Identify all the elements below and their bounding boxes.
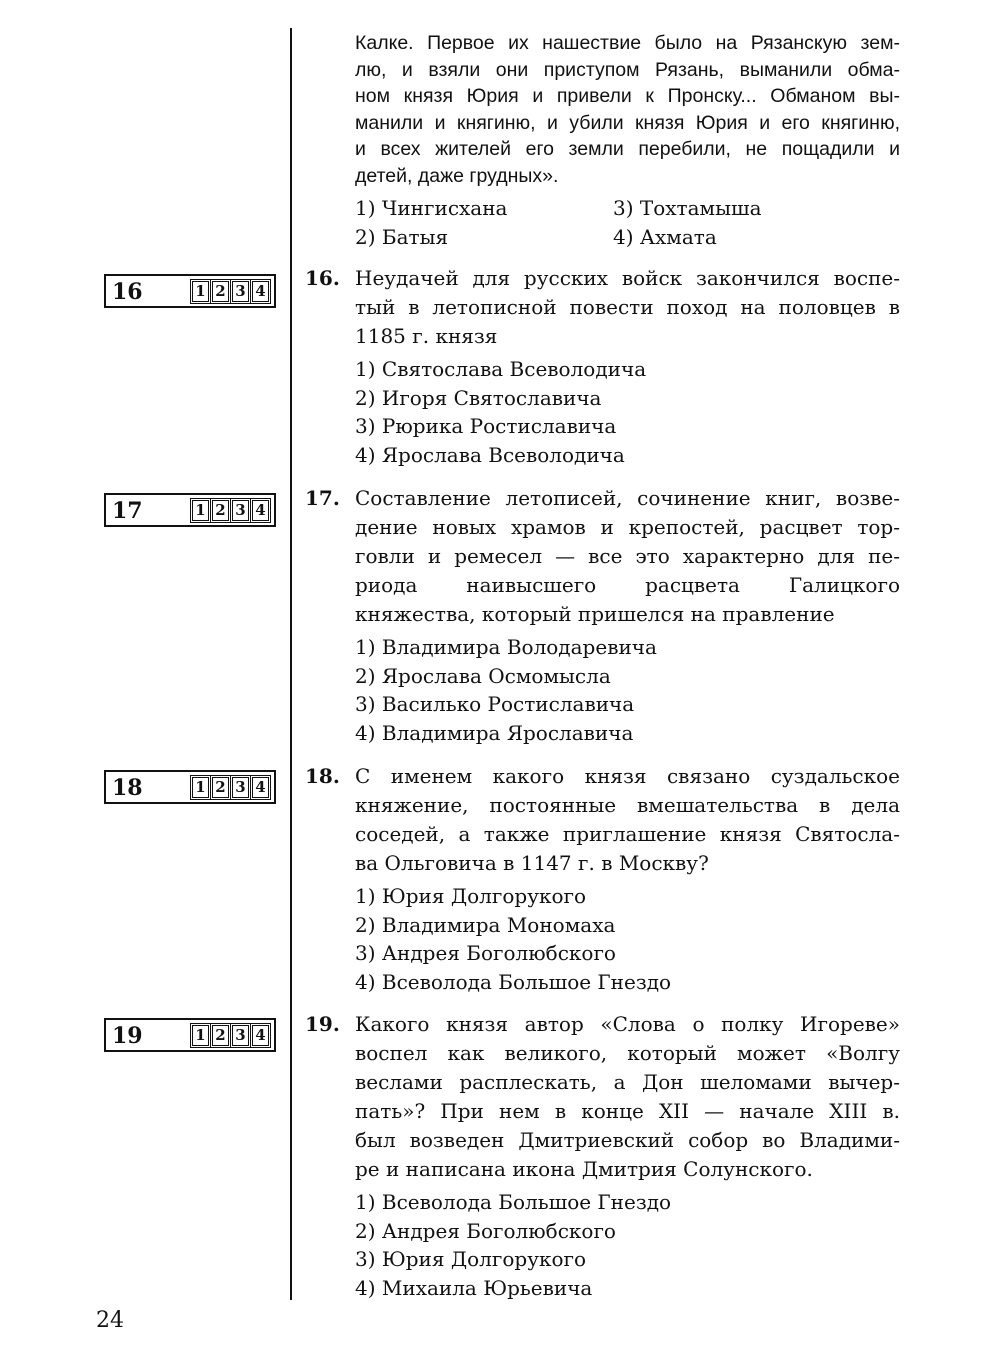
quote-line: Калке. Первое их нашествие было на Рязанскую зем- [355,32,900,54]
option: 1) Чингисхана [355,196,508,220]
option: 1) Святослава Всеволодича [355,357,647,381]
answer-cell[interactable]: 1 [192,281,209,302]
answer-box-17 [104,493,276,527]
question-text-line: княжение, постоянные вмешательства в дела [355,793,900,817]
quote-line: лю, и взяли они приступом Рязань, выманили обма- [355,58,900,81]
question-text-line: соседей, а также приглашение князя Святосла- [355,822,900,846]
quote-line: манили и княгиню, и убили князя Юрия и его княгиню, [355,111,900,134]
option: 1) Юрия Долгорукого [355,884,587,908]
option: 3) Юрия Долгорукого [355,1247,587,1272]
question-text-line: ре и написана икона Дмитрия Солунского. [355,1157,813,1181]
question-text-line: княжества, который пришелся на правление [355,602,835,626]
page-number: 24 [96,1308,124,1333]
question-text-line: Какого князя автор «Слова о полку Игореве» [355,1012,900,1036]
answer-cell[interactable]: 2 [212,281,229,302]
question-text-line: С именем какого князя связано суздальское [355,764,900,788]
question-text-line: пать»? При нем в конце XII — начале XIII в. [355,1099,900,1123]
answer-box-label: 16 [112,279,143,305]
option: 1) Владимира Володаревича [355,635,657,659]
option: 2) Андрея Боголюбского [355,1218,616,1243]
question-text-line: был возведен Дмитриевский собор во Владими- [355,1128,900,1152]
question-18 [305,762,900,997]
question-text-line: говли и ремесел — все это характерно для пе- [355,544,900,568]
intro-options [355,194,900,251]
option: 3) Андрея Боголюбского [355,941,616,966]
option: 4) Ахмата [613,224,717,249]
option: 3) Василько Ростиславича [355,692,635,717]
answer-cell[interactable]: 4 [252,281,269,302]
answer-cell[interactable]: 4 [252,777,269,798]
question-text-line: воспел как великого, который может «Волгу [355,1041,900,1065]
answer-box-label: 19 [112,1023,143,1049]
question-text-line: 1185 г. князя [355,324,498,348]
question-number: 19. [305,1012,340,1036]
question-text-line: тый в летописной повести поход на половцев в [355,295,900,319]
answer-cell[interactable]: 1 [192,500,209,521]
quote-line: ном князя Юрия и привели к Пронску... Обманом вы- [355,85,900,108]
question-number: 18. [305,764,340,788]
column-divider [290,28,292,1300]
quote-line: детей, даже грудных». [355,164,559,187]
answer-box-18 [104,770,276,804]
answer-cell[interactable]: 4 [252,1025,269,1046]
answer-cell[interactable]: 2 [212,500,229,521]
option: 4) Михаила Юрьевича [355,1276,593,1301]
question-text-line: Составление летописей, сочинение книг, возве- [355,486,900,510]
option: 3) Рюрика Ростиславича [355,414,617,439]
answer-box-label: 17 [112,498,143,524]
answer-cell[interactable]: 3 [232,500,249,521]
question-text-line: дение новых храмов и крепостей, расцвет тор- [355,515,900,539]
option: 4) Ярослава Всеволодича [355,443,625,468]
question-17 [305,484,900,748]
quote-text [355,30,900,190]
answer-cell[interactable]: 3 [232,1025,249,1046]
option: 3) Тохтамыша [613,196,762,220]
answer-cell[interactable]: 2 [212,1025,229,1046]
option: 2) Игоря Святославича [355,385,602,410]
question-number: 17. [305,486,340,510]
question-text-line: риода наивысшего расцвета Галицкого [355,573,900,597]
answer-box-label: 18 [112,775,143,801]
answer-box-16 [104,274,276,308]
option: 4) Всеволода Большое Гнездо [355,970,672,995]
option: 4) Владимира Ярославича [355,721,634,746]
option: 2) Ярослава Осмомысла [355,663,611,688]
option: 2) Батыя [355,224,449,249]
quote-line: и всех жителей его земли перебили, не пощадили и [355,138,900,161]
answer-cell[interactable]: 1 [192,777,209,798]
question-text-line: веслами расплескать, а Дон шеломами вычер- [355,1070,900,1094]
answer-cell[interactable]: 3 [232,281,249,302]
option: 1) Всеволода Большое Гнездо [355,1190,672,1214]
question-16 [305,264,900,470]
question-text-line: ва Ольговича в 1147 г. в Москву? [355,851,709,875]
question-19 [305,1010,900,1303]
answer-cell[interactable]: 2 [212,777,229,798]
option: 2) Владимира Мономаха [355,912,616,937]
answer-cell[interactable]: 4 [252,500,269,521]
question-text-line: Неудачей для русских войск закончился воспе- [355,266,900,290]
answer-cell[interactable]: 3 [232,777,249,798]
answer-cell[interactable]: 1 [192,1025,209,1046]
answer-box-19 [104,1018,276,1052]
question-number: 16. [305,266,340,290]
